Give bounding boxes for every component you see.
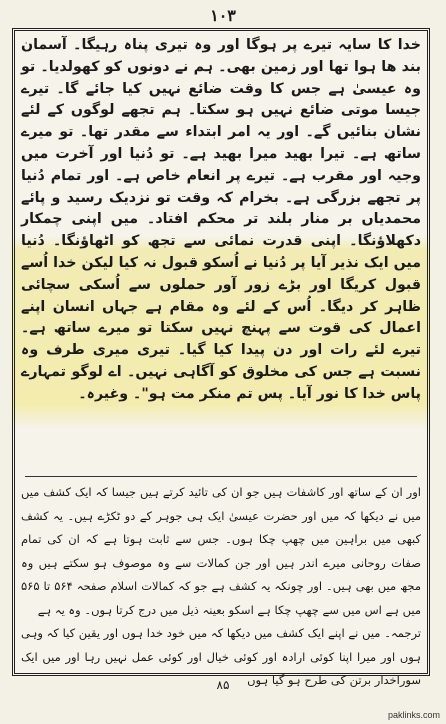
footnote-block xyxy=(21,481,421,693)
page-number-bottom: ۸۵ xyxy=(216,678,230,692)
main-paragraph: خدا کا سایہ تیرے پر ہوگا اور وہ تیری پناہ رہیگا۔ آسمان بند ھا ہوا تھا اور زمین بھی۔ ہم نے دونوں کو کھولدیا۔ تو وہ عیسیٰ ہے جس کا وقت ضائع نہیں کیا جائے گا۔ تیرے جیسا موتی ضائع نہیں ہو سکتا۔ ہم تجھے لوگوں کے لئے نشان بنائیں گے۔ اور یہ امر ابتداء سے مقدر تھا۔ تو میرے ساتھ ہے۔ تیرا بھید میرا بھید ہے۔ تو دُنیا اور آخرت میں وجیہ اور مقرب ہے۔ تیرے پر انعام خاص ہے۔ اور تمام دُنیا پر تجھے بزرگی ہے۔ بخرام کہ وقت تو نزدیک رسید و پائے محمدیاں بر منار بلند تر محکم افتاد۔ میں اپنی چمکار دکھلاؤنگا۔ اپنی قدرت نمائی سے تجھ کو اٹھاؤنگا۔ دُنیا میں ایک نذیر آیا پر دُنیا نے اُسکو قبول نہ کیا لیکن خدا اُسے قبول کریگا اور بڑے زور آور حملوں سے اُسکی سچائی ظاہر کر دیگا۔ اُس کے لئے وہ مقام ہے جہاں انسان اپنے اعمال کی قوت سے پہنچ نہیں سکتا تو میرے ساتھ ہے۔ تیرے لئے رات اور دن پیدا کیا گیا۔ تیری میری طرف وہ نسبت ہے جس کی مخلوق کو آگاہی نہیں۔ اے لوگو تمہارے پاس خدا کا نور آیا۔ پس تم منکر مت ہو"۔ وغیرہ۔ xyxy=(21,37,421,402)
site-watermark: paklinks.com xyxy=(387,710,440,720)
footnote-divider xyxy=(25,476,417,477)
footnote-translation: ترجمہ۔ میں نے اپنے ایک کشف میں دیکھا کہ میں خود خدا ہوں اور یقین کیا کہ وہی ہوں اور میرا اپنا کوئی ارادہ اور کوئی خیال اور کوئی عمل نہیں رہا اور میں ایک سوراخدار برتن کی طرح ہو گیا ہوں xyxy=(21,626,421,687)
footnote-paragraph: اور ان کے ساتھ اور کاشفات ہیں جو ان کی تائید کرتے ہیں جیسا کہ ایک کشف میں میں نے دیکھا کہ میں اور حضرت عیسیٰ ایک ہی جوہر کے دو ٹکڑے ہیں۔ یہ کشف کبھی میں براہین میں چھپ چکا ہوں۔ جس سے ثابت ہوتا ہے کہ ان کی تمام صفات روحانی میرے اندر ہیں اور جن کمالات سے وہ موصوف ہو سکتے ہیں وہ مجھ میں بھی ہیں۔ اور چونکہ یہ کشف ہے جو کہ کمالات اسلام صفحہ ۵۶۴ تا ۵۶۵ میں ہے اس میں سے چھپ چکا ہے اسکو بعینہ ذیل میں درج کرتا ہوں۔ وہ یہ ہے xyxy=(21,485,421,617)
main-text-block xyxy=(21,35,421,406)
page-number-top: ۱۰۳ xyxy=(210,6,236,25)
